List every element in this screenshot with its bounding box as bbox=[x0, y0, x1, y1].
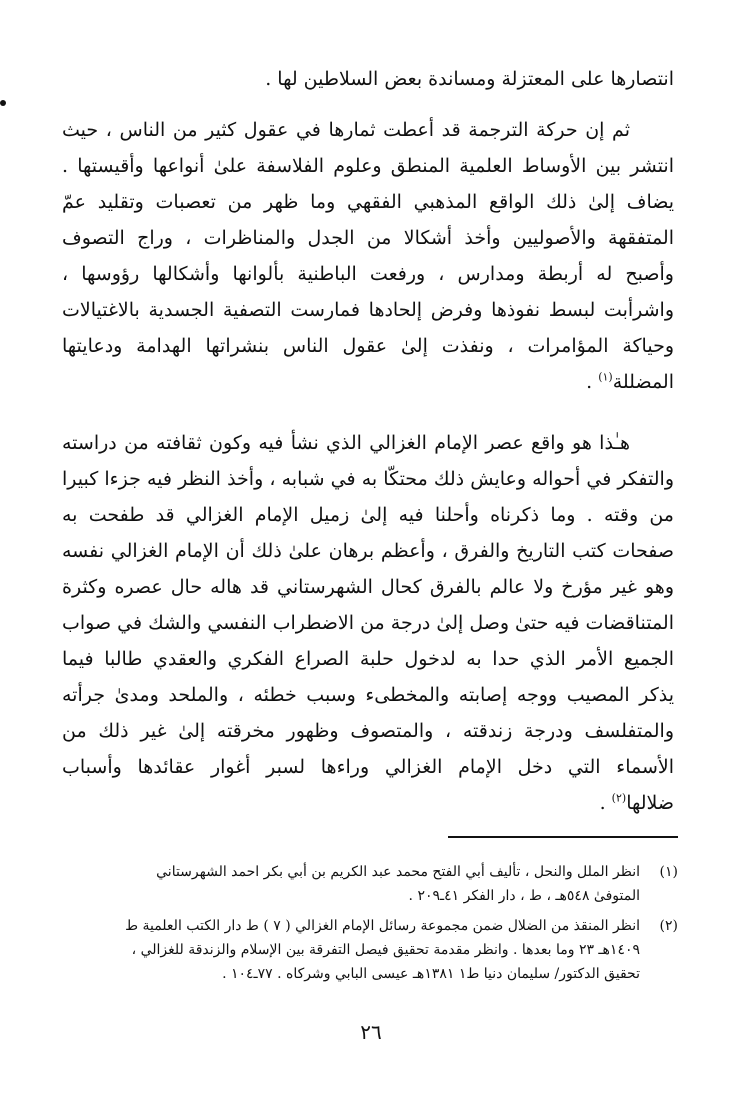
footnote-line: انظر الملل والنحل ، تأليف أبي الفتح محمد عبد الكريم بن أبي بكر احمد الشهرستاني bbox=[156, 864, 640, 880]
text-segment: . bbox=[586, 371, 599, 393]
footnote-1 bbox=[62, 860, 678, 908]
text-line: ثم إن حركة الترجمة قد أعطت ثمارها في عقول كثير من الناس ، حيث bbox=[62, 119, 630, 141]
text-line: وأصبح له أربطة ومدارس ، ورفعت الباطنية بألوانها وأشكالها رؤوسها ، bbox=[62, 263, 674, 285]
footnote-body bbox=[62, 914, 640, 986]
text-segment: . bbox=[599, 792, 612, 814]
margin-mark bbox=[0, 100, 6, 106]
text-line: المتناقضات فيه حتىٰ وصل إلىٰ درجة من الاضطراب النفسي والشك في صواب bbox=[62, 612, 674, 634]
footnote-number: (١) bbox=[659, 864, 678, 880]
text-line-final bbox=[62, 364, 674, 400]
paragraph-translation-movement bbox=[62, 112, 674, 400]
footnote-line: تحقيق الدكتور/ سليمان دنيا ط١ ١٣٨١هـ عيسى البابي وشركاه . ٧٧ـ١٠٤ . bbox=[222, 966, 640, 982]
text-line: والتفكر في أحواله وعايش ذلك محتكّا به في شبابه ، وأخذ النظر فيه جزءا كبيرا bbox=[62, 468, 674, 490]
text-line: من وقته . وما ذكرناه وأحلنا فيه إلىٰ زميل الإمام الغزالي قد طفحت به bbox=[62, 504, 674, 526]
text-line: الأسماء التي دخل الإمام الغزالي وراءها لسبر أغوار عقائدها وأسباب bbox=[62, 756, 674, 778]
text-line: يضاف إلىٰ ذلك الواقع المذهبي الفقهي وما ظهر من تعصبات وتقليد عمّ bbox=[62, 191, 674, 213]
paragraph-continuation bbox=[62, 61, 674, 97]
footnotes-section bbox=[62, 860, 678, 992]
text-line: يذكر المصيب ووجه إصابته والمخطىء وسبب خطئه ، والملحد ومدىٰ جرأته bbox=[62, 684, 674, 706]
text-line: واشرأبت لبسط نفوذها وفرض إلحادها فمارست التصفية الجسدية بالاغتيالات bbox=[62, 299, 674, 321]
text-line: الجميع الأمر الذي حدا به لدخول حلبة الصراع الفكري والعقدي طالبا فيما bbox=[62, 648, 674, 670]
text-line: والمتفلسف ودرجة زندقته ، والمتصوف وظهور مخرقته إلىٰ غير ذلك من bbox=[62, 720, 674, 742]
footnote-line: انظر المنقذ من الضلال ضمن مجموعة رسائل الإمام الغزالي ( ٧ ) ط دار الكتب العلمية ط bbox=[125, 918, 640, 934]
text-line: هـٰذا هو واقع عصر الإمام الغزالي الذي نشأ فيه وكون ثقافته من دراسته bbox=[62, 432, 630, 454]
text-line-final bbox=[62, 785, 674, 821]
footnote-line: ١٤٠٩هـ ٢٣ وما بعدها . وانظر مقدمة تحقيق فيصل التفرقة بين الإسلام والزندقة للغزالي ، bbox=[131, 942, 640, 958]
text-line: وهو غير مؤرخ ولا عالم بالفرق كحال الشهرستاني قد هاله حال عصره وكثرة bbox=[62, 576, 674, 598]
page-number: ٢٦ bbox=[360, 1020, 382, 1044]
footnote-body bbox=[62, 860, 640, 908]
text-line: وحياكة المؤامرات ، ونفذت إلىٰ عقول الناس بنشراتها الهدامة ودعايتها bbox=[62, 335, 674, 357]
text-segment: المضللة bbox=[612, 371, 674, 393]
text-line: انتشر بين الأوساط العلمية المنطق وعلوم الفلاسفة علىٰ أنواعها وأقيستها . bbox=[62, 155, 674, 177]
footnote-divider bbox=[448, 836, 678, 838]
footnote-2 bbox=[62, 914, 678, 986]
footnote-line: المتوفىٰ ٥٤٨هـ ، ط ، دار الفكر ٤١ـ٢٠٩ . bbox=[408, 888, 640, 904]
text-line: صفحات كتب التاريخ والفرق ، وأعظم برهان علىٰ ذلك أن الإمام الغزالي نفسه bbox=[62, 540, 674, 562]
text-line: انتصارها على المعتزلة ومساندة بعض السلاطين لها . bbox=[265, 68, 674, 90]
footnote-ref-2[interactable]: (٢) bbox=[611, 791, 627, 805]
text-segment: ضلالها bbox=[626, 792, 674, 814]
footnote-ref-1[interactable]: (١) bbox=[598, 370, 613, 384]
footnote-number: (٢) bbox=[659, 918, 678, 934]
paragraph-ghazali-era bbox=[62, 425, 674, 821]
text-line: المتفقهة والأصوليين وأخذ أشكالا من الجدل والمناظرات ، وراج التصوف bbox=[62, 227, 674, 249]
